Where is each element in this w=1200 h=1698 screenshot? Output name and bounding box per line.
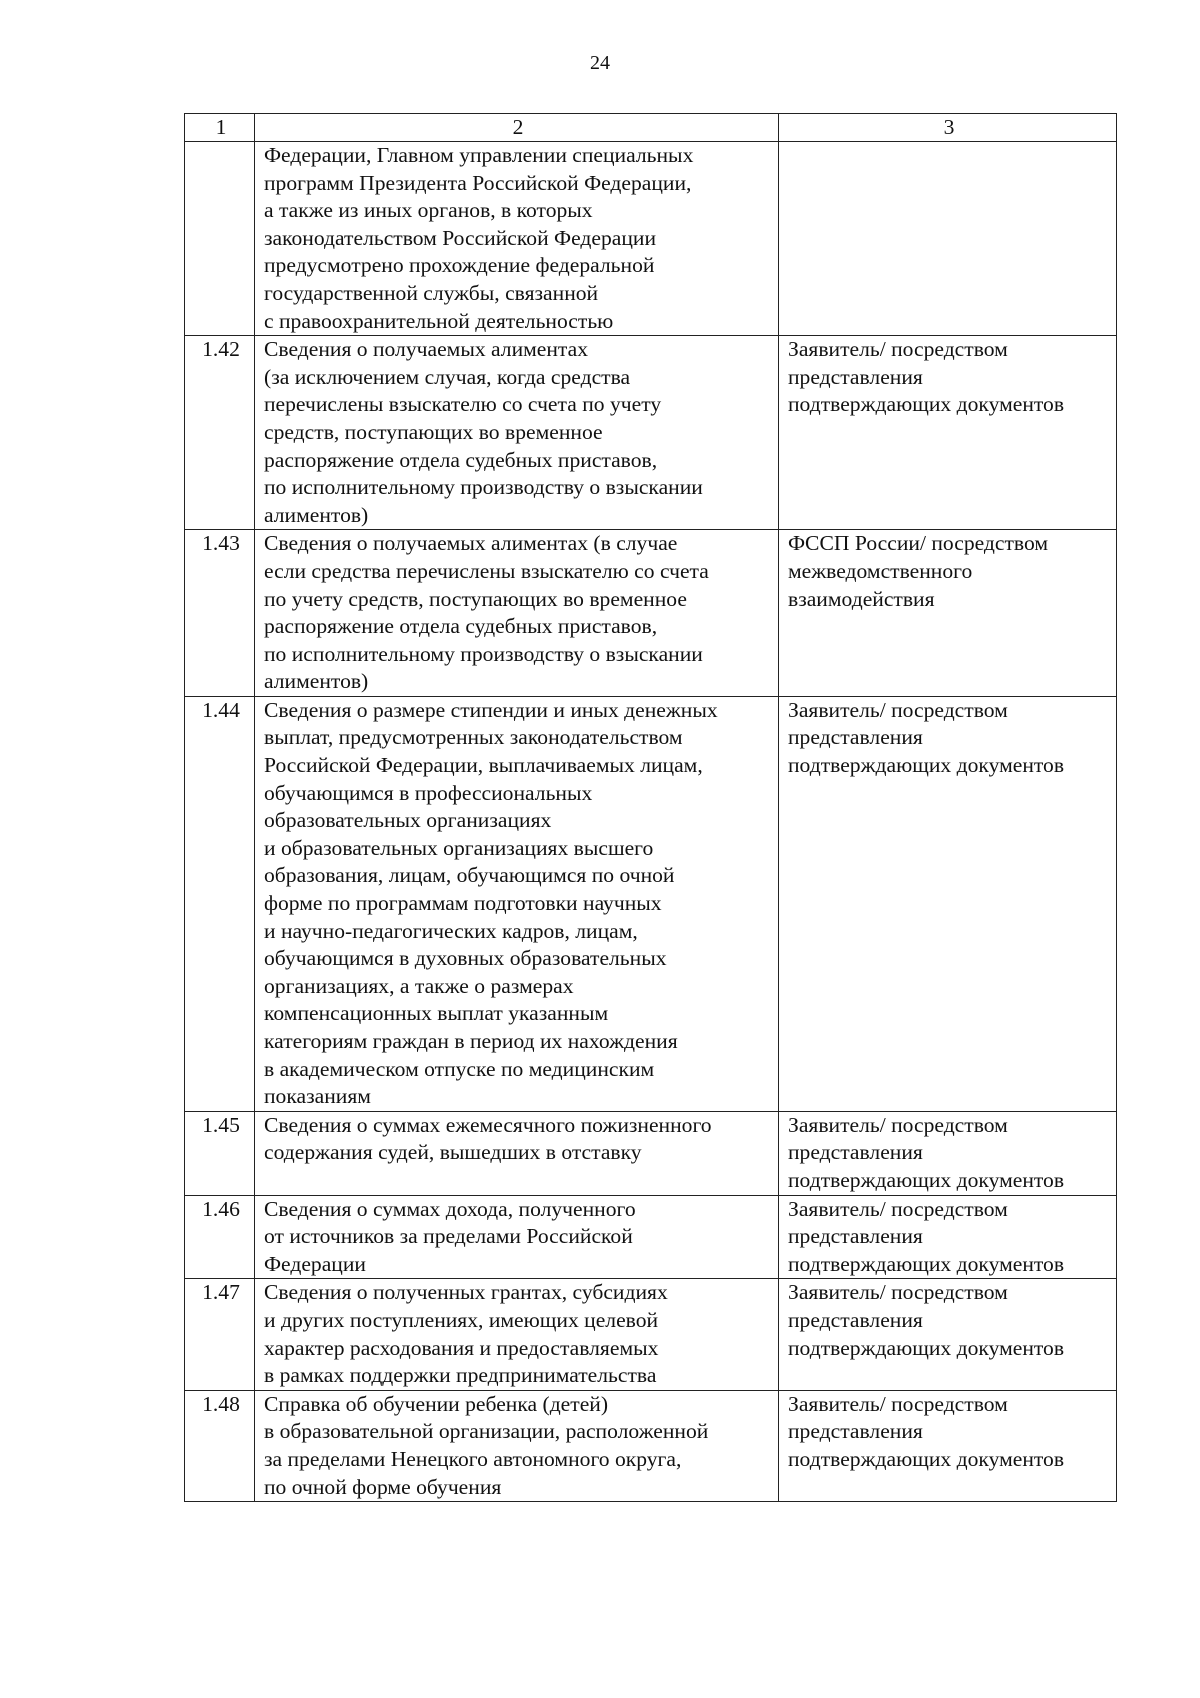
description-line: распоряжение отдела судебных приставов,: [264, 447, 658, 472]
description-line: а также из иных органов, в которых: [264, 198, 593, 223]
description-line: и научно-педагогических кадров, лицам,: [264, 918, 638, 943]
description-line: Федерации, Главном управлении специальных: [264, 143, 694, 167]
source-line: Заявитель/ посредством: [788, 337, 1008, 362]
column-header-1: 1: [185, 114, 255, 142]
column-header-2: 2: [255, 114, 779, 142]
source-line: подтверждающих документов: [788, 1167, 1065, 1192]
source-line: подтверждающих документов: [788, 1335, 1065, 1360]
table-row: [185, 1195, 1117, 1279]
source-line: представления: [788, 1140, 923, 1165]
description-line: в образовательной организации, расположенной: [264, 1419, 709, 1444]
description-line: Сведения о получаемых алиментах (в случае: [264, 531, 678, 556]
description-line: средств, поступающих во временное: [264, 419, 603, 444]
description-line: по учету средств, поступающих во временное: [264, 586, 687, 611]
table-row: [185, 696, 1117, 1111]
description-line: от источников за пределами Российской: [264, 1224, 633, 1249]
row-source: [779, 530, 1117, 697]
description-line: показаниям: [264, 1084, 371, 1109]
description-line: по исполнительному производству о взыскании: [264, 475, 703, 500]
row-number: 1.44: [185, 696, 255, 1111]
description-line: в рамках поддержки предпринимательства: [264, 1363, 657, 1388]
row-description: [255, 1111, 779, 1195]
row-number: [185, 142, 255, 336]
row-number: 1.42: [185, 336, 255, 530]
description-line: характер расходования и предоставляемых: [264, 1335, 659, 1360]
description-line: Сведения о получаемых алиментах: [264, 337, 589, 362]
description-line: по очной форме обучения: [264, 1474, 502, 1499]
row-source: [779, 1111, 1117, 1195]
description-line: по исполнительному производству о взыскании: [264, 641, 703, 666]
table-row: [185, 1111, 1117, 1195]
description-line: и образовательных организациях высшего: [264, 835, 654, 860]
table-row: [185, 1279, 1117, 1390]
row-source: [779, 336, 1117, 530]
table-header-row: [185, 114, 1117, 142]
source-line: подтверждающих документов: [788, 1251, 1065, 1276]
source-line: представления: [788, 1307, 923, 1332]
description-line: выплат, предусмотренных законодательством: [264, 725, 683, 750]
source-line: взаимодействия: [788, 586, 935, 611]
description-line: и других поступлениях, имеющих целевой: [264, 1307, 659, 1332]
column-header-3: 3: [779, 114, 1117, 142]
description-line: за пределами Ненецкого автономного округа,: [264, 1446, 682, 1471]
source-line: подтверждающих документов: [788, 392, 1065, 417]
table-row: [185, 336, 1117, 530]
description-line: организациях, а также о размерах: [264, 973, 574, 998]
row-number: 1.45: [185, 1111, 255, 1195]
row-description: [255, 336, 779, 530]
description-line: распоряжение отдела судебных приставов,: [264, 614, 658, 639]
row-description: [255, 696, 779, 1111]
description-line: Справка об обучении ребенка (детей): [264, 1391, 609, 1416]
page-number: 24: [590, 52, 610, 74]
description-line: Сведения о размере стипендии и иных денежных: [264, 697, 718, 722]
source-line: Заявитель/ посредством: [788, 1196, 1008, 1221]
documents-table: [184, 113, 1117, 1502]
description-line: перечислены взыскателю со счета по учету: [264, 392, 662, 417]
description-line: в академическом отпуске по медицинским: [264, 1056, 655, 1081]
description-line: программ Президента Российской Федерации,: [264, 170, 692, 195]
description-line: если средства перечислены взыскателю со счета: [264, 558, 709, 583]
row-description: [255, 1390, 779, 1501]
description-line: алиментов): [264, 502, 369, 527]
description-line: (за исключением случая, когда средства: [264, 364, 631, 389]
description-line: компенсационных выплат указанным: [264, 1001, 609, 1026]
row-source: [779, 1195, 1117, 1279]
source-line: межведомственного: [788, 558, 973, 583]
description-line: форме по программам подготовки научных: [264, 891, 662, 916]
source-line: Заявитель/ посредством: [788, 1112, 1008, 1137]
row-number: 1.47: [185, 1279, 255, 1390]
source-line: подтверждающих документов: [788, 753, 1065, 778]
table-row: [185, 1390, 1117, 1501]
source-line: Заявитель/ посредством: [788, 1391, 1008, 1416]
description-line: законодательством Российской Федерации: [264, 225, 657, 250]
source-line: Заявитель/ посредством: [788, 697, 1008, 722]
row-source: [779, 1390, 1117, 1501]
source-line: представления: [788, 725, 923, 750]
row-description: [255, 142, 779, 336]
description-line: Российской Федерации, выплачиваемых лицам,: [264, 753, 703, 778]
row-number: 1.48: [185, 1390, 255, 1501]
description-line: государственной службы, связанной: [264, 280, 599, 305]
row-number: 1.46: [185, 1195, 255, 1279]
source-line: представления: [788, 1224, 923, 1249]
row-source: [779, 696, 1117, 1111]
row-source: [779, 1279, 1117, 1390]
description-line: содержания судей, вышедших в отставку: [264, 1140, 642, 1165]
row-description: [255, 1195, 779, 1279]
description-line: категориям граждан в период их нахождения: [264, 1029, 678, 1053]
row-source: [779, 142, 1117, 336]
description-line: образования, лицам, обучающимся по очной: [264, 863, 675, 888]
source-line: Заявитель/ посредством: [788, 1280, 1008, 1305]
description-line: образовательных организациях: [264, 808, 552, 833]
source-line: подтверждающих документов: [788, 1446, 1065, 1471]
source-line: ФССП России/ посредством: [788, 531, 1049, 556]
table-row: [185, 142, 1117, 336]
row-description: [255, 1279, 779, 1390]
source-line: представления: [788, 364, 923, 389]
description-line: алиментов): [264, 669, 369, 694]
row-description: [255, 530, 779, 697]
row-number: 1.43: [185, 530, 255, 697]
description-line: Сведения о полученных грантах, субсидиях: [264, 1280, 668, 1305]
description-line: предусмотрено прохождение федеральной: [264, 253, 655, 278]
description-line: Сведения о суммах ежемесячного пожизненного: [264, 1112, 712, 1137]
table-row: [185, 530, 1117, 697]
description-line: с правоохранительной деятельностью: [264, 308, 614, 333]
source-line: представления: [788, 1419, 923, 1444]
description-line: обучающимся в профессиональных: [264, 780, 593, 805]
description-line: обучающимся в духовных образовательных: [264, 946, 667, 971]
description-line: Сведения о суммах дохода, полученного: [264, 1196, 636, 1221]
description-line: Федерации: [264, 1251, 366, 1276]
